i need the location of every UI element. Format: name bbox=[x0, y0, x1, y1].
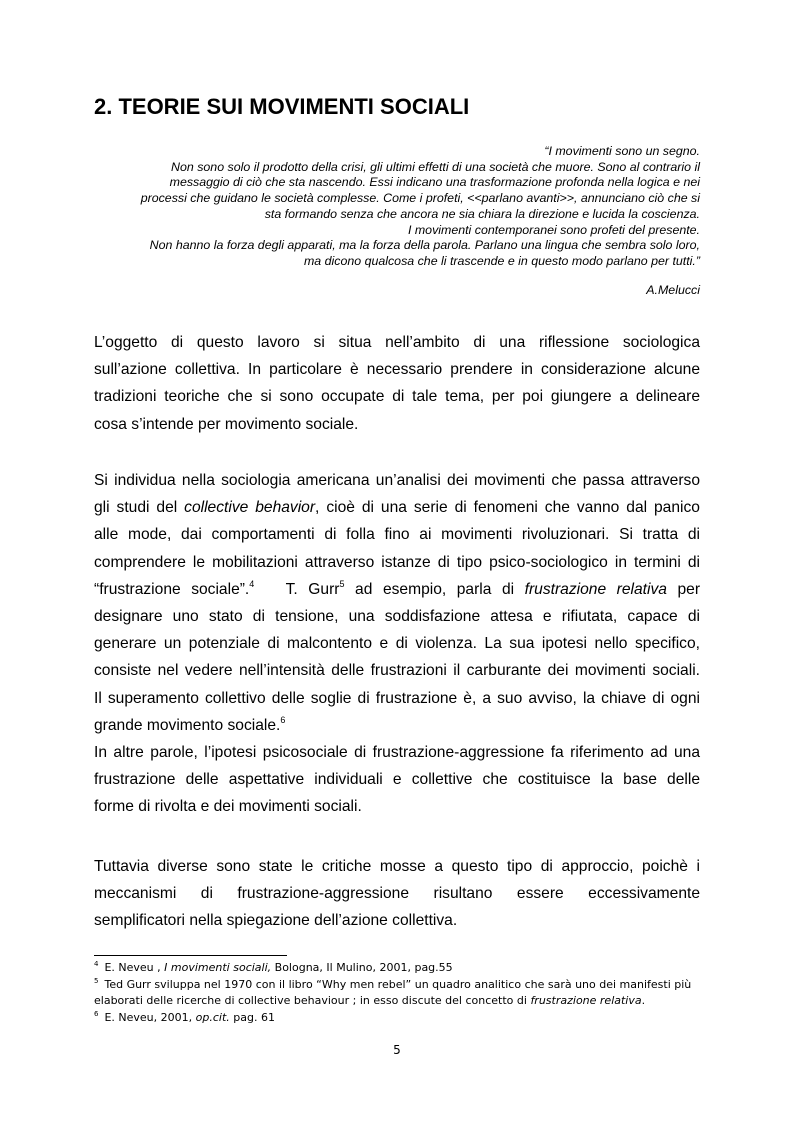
paragraph-line: Si individua nella sociologia americana un’analisi dei movimenti che passa attraverso bbox=[94, 472, 700, 489]
epigraph-line: sta formando senza che ancora ne sia chiara la direzione e lucida la coscienza. bbox=[264, 206, 700, 221]
paragraph-line: generare un potenziale di malcontento e di violenza. La sua ipotesi nello specifico, bbox=[94, 635, 700, 653]
epigraph-line: messaggio di ciò che sta nascendo. Essi indicano una trasformazione profonda nella logica e nei bbox=[169, 175, 700, 190]
paragraph-line: In altre parole, l’ipotesi psicosociale di frustrazione-aggressione fa riferimento ad una bbox=[94, 744, 700, 762]
epigraph-line: Non sono solo il prodotto della crisi, gli ultimi effetti di una società che muore. Sono al contrario il bbox=[171, 159, 700, 174]
paragraph-line: frustrazione delle aspettative individuali e collettive che costituisce la base delle bbox=[94, 771, 700, 789]
epigraph-line: “I movimenti sono un segno. bbox=[544, 144, 700, 158]
paragraph-line: tradizioni teoriche che si sono occupate di tale tema, per poi giungere a delineare bbox=[94, 388, 700, 406]
emphasis: frustrazione relativa bbox=[524, 580, 667, 598]
paragraph-criticism bbox=[94, 853, 700, 935]
footnote-ref-4[interactable]: 4 bbox=[249, 578, 255, 589]
paragraph-intro bbox=[94, 329, 700, 438]
epigraph-line: I movimenti contemporanei sono profeti del presente. bbox=[407, 222, 700, 237]
footnotes bbox=[94, 960, 704, 1026]
footnote-ref-5[interactable]: 5 bbox=[339, 578, 345, 589]
footnote-4: $^4$ E. Neveu , I movimenti sociali, Bologna, Il Mulino, 2001, pag.55 bbox=[94, 960, 453, 974]
footnote-ref-6[interactable]: 6 bbox=[280, 714, 286, 725]
paragraph-line: grande movimento sociale.$^6$ bbox=[94, 714, 286, 734]
paragraph-line: cosa s’intende per movimento sociale. bbox=[94, 415, 359, 433]
paragraph-line: Tuttavia diverse sono state le critiche mosse a questo tipo di approccio, poichè i bbox=[94, 858, 700, 875]
paragraph-line: designare uno stato di tensione, una soddisfazione attesa e rifiutata, capace di bbox=[94, 608, 700, 626]
section-heading: 2. TEORIE SUI MOVIMENTI SOCIALI bbox=[94, 94, 470, 119]
epigraph-line: Non hanno la forza degli apparati, ma la forza della parola. Parlano una lingua che sembra solo loro, bbox=[149, 238, 700, 253]
paragraph-line: semplificatori nella spiegazione dell’azione collettiva. bbox=[94, 912, 458, 930]
paragraph-line: comprendere le mobilitazioni attraverso istanze di tipo psico-sociologico in termini di bbox=[94, 553, 700, 571]
footnote-separator bbox=[94, 955, 287, 956]
epigraph-attribution: A.Melucci bbox=[646, 283, 700, 297]
paragraph-collective-behavior bbox=[94, 467, 700, 821]
paragraph-line: gli studi del collective behavior, cioè di una serie di fenomeni che vanno dal panico bbox=[94, 499, 700, 517]
paragraph-line: alle mode, dai comportamenti di folla fino ai movimenti rivoluzionari. Si tratta di bbox=[94, 526, 700, 544]
footnote-5: $^5$ Ted Gurr sviluppa nel 1970 con il libro “Why men rebel” un quadro analitico che sarà uno dei manifesti più bbox=[94, 976, 692, 991]
paragraph-line: “frustrazione sociale”.$^4$ T. Gurr$^5$ ad esempio, parla di frustrazione relativa per bbox=[94, 578, 701, 598]
footnote-5-continued: elaborati delle ricerche di collective behaviour ; in esso discute del concetto di frustrazione relativa. bbox=[94, 994, 646, 1007]
paragraph-line: Il superamento collettivo delle soglie di frustrazione è, a suo avviso, la chiave di ogni bbox=[94, 689, 700, 707]
footnote-6: $^6$ E. Neveu, 2001, op.cit. pag. 61 bbox=[94, 1009, 275, 1024]
paragraph-line: forme di rivolta e dei movimenti sociali. bbox=[94, 798, 362, 816]
paragraph-line: consiste nel vedere nell’intensità delle frustrazioni il carburante dei movimenti sociali. bbox=[94, 662, 700, 680]
paragraph-line: L’oggetto di questo lavoro si situa nell’ambito di una riflessione sociologica bbox=[94, 334, 700, 351]
paragraph-line: sull’azione collettiva. In particolare è necessario prendere in considerazione alcune bbox=[94, 361, 700, 379]
epigraph-line: ma dicono qualcosa che li trascende e in questo modo parlano per tutti.” bbox=[303, 253, 700, 268]
emphasis: collective behavior bbox=[184, 499, 316, 517]
epigraph-line: processi che guidano le società complesse. Come i profeti, <<parlano avanti>>, annunciano ciò che si bbox=[140, 191, 700, 206]
epigraph-quote bbox=[92, 144, 700, 270]
paragraph-line: meccanismi di frustrazione-aggressione risultano essere eccessivamente bbox=[94, 885, 700, 903]
page-number: 5 bbox=[393, 1043, 401, 1057]
